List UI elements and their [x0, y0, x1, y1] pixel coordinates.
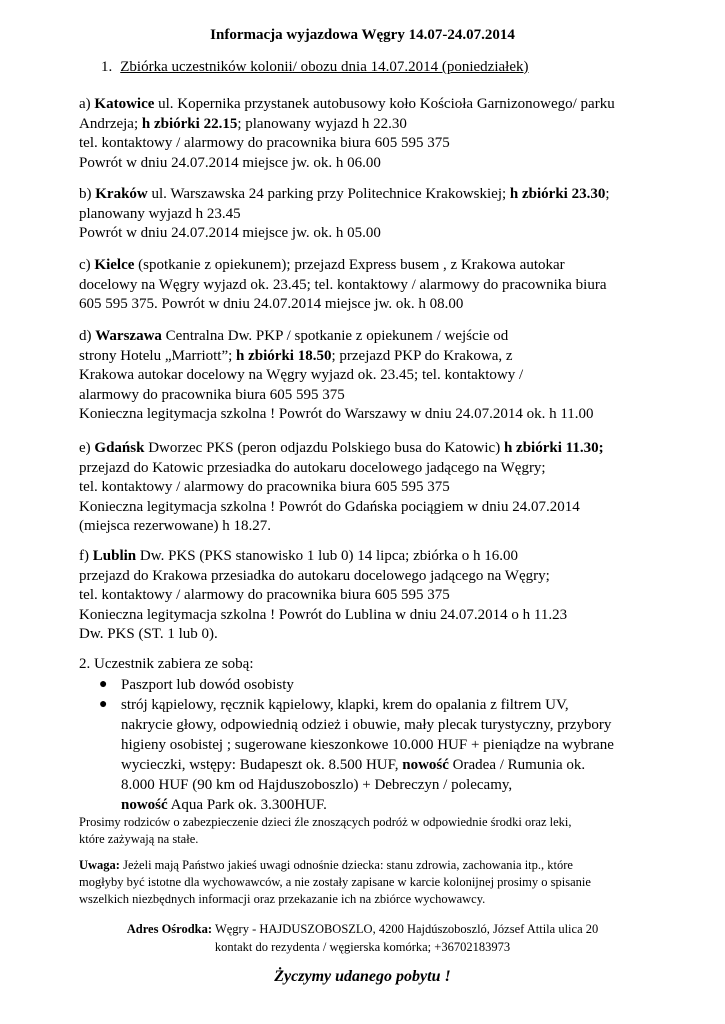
section-2-heading: 2. Uczestnik zabiera ze sobą: [79, 656, 254, 672]
item-letter: f) [79, 548, 93, 564]
location-gdansk [79, 439, 719, 537]
city-name: Katowice [94, 96, 155, 112]
meeting-place-cont: Andrzeja; [79, 115, 142, 132]
city-name: Kielce [94, 257, 135, 273]
note-text: które zażywają na stałe. [79, 832, 199, 846]
travel-line: ; przejazd PKP do Krakowa, z [331, 347, 513, 364]
meeting-time: h zbiórki 11.30; [503, 440, 604, 456]
list-item-text: Paszport lub dowód osobisty [121, 677, 294, 693]
bullet-icon: ● [99, 677, 108, 692]
meeting-place: Dworzec PKS (peron odjazdu Polskiego busa do Katowic) [144, 440, 504, 456]
page-title: Informacja wyjazdowa Węgry 14.07-24.07.2014 [210, 27, 515, 43]
return-line-cont: (miejsca rezerwowane) h 18.27. [79, 518, 271, 534]
item-letter: b) [79, 186, 96, 202]
warning-text: Jeżeli mają Państwo jakieś uwagi odnośnie dziecka: stanu zdrowia, zachowania itp., które [119, 858, 573, 872]
meeting-place-cont: strony Hotelu „Marriott”; [79, 347, 237, 364]
meeting-place: (spotkanie z opiekunem); przejazd Express busem , z Krakowa autokar [134, 257, 565, 273]
list-item [79, 675, 719, 695]
contact-line: tel. kontaktowy / alarmowy do pracownika biura 605 595 375 [79, 479, 450, 495]
note-text: Prosimy rodziców o zabezpieczenie dzieci źle znoszących podróż w odpowiednie środki oraz leki, [79, 815, 572, 829]
warning-text: mogłyby być istotne dla wychowawców, a nie zostały zapisane w karcie kolonijnej prosimy o spisanie [79, 875, 591, 889]
meeting-time: h zbiórki 22.15 [141, 115, 238, 132]
packing-list [79, 675, 719, 815]
item-letter: e) [79, 440, 95, 456]
section-1-number: 1. [101, 59, 113, 75]
address-label: Adres Ośrodka: [126, 922, 213, 936]
meeting-time: h zbiórki 18.50 [236, 347, 332, 364]
city-name: Lublin [92, 548, 137, 564]
location-katowice [79, 95, 719, 173]
new-highlight: nowość [121, 797, 168, 813]
return-line: Konieczna legitymacja szkolna ! Powrót do Lublina w dniu 24.07.2014 o h 11.23 [79, 606, 568, 623]
contact-line: tel. kontaktowy / alarmowy do pracownika biura 605 595 375 [79, 135, 450, 151]
travel-line-cont: Krakowa autokar docelowy na Węgry wyjazd ok. 23.45; tel. kontaktowy / [79, 367, 524, 383]
location-lublin [79, 547, 719, 645]
city-name: Warszawa [95, 328, 162, 344]
list-item-text: 8.000 HUF (90 km od Hajduszoboszlo) + Debreczyn / polecamy, [121, 777, 513, 793]
city-name: Gdańsk [94, 440, 145, 456]
meeting-place: Dw. PKS (PKS stanowisko 1 lub 0) 14 lipca; zbiórka o h 16.00 [136, 548, 519, 564]
travel-line: przejazd do Katowic przesiadka do autokaru docelowego jadącego na Węgry; [79, 459, 546, 476]
list-item-text: strój kąpielowy, ręcznik kąpielowy, klapki, krem do opalania z filtrem UV, [121, 697, 569, 713]
closing-wish: Życzymy udanego pobytu ! [274, 968, 451, 985]
meeting-place: ul. Warszawska 24 parking przy Politechnice Krakowskiej; [147, 186, 510, 202]
location-kielce [79, 256, 719, 315]
warning-note [79, 857, 699, 908]
city-name: Kraków [95, 186, 148, 202]
list-item [79, 695, 719, 815]
departure-time: ; planowany wyjazd h 22.30 [237, 115, 407, 132]
departure-time: planowany wyjazd h 23.45 [79, 205, 241, 222]
list-item-text: wycieczki, wstępy: Budapeszt ok. 8.500 HUF, [121, 757, 403, 773]
resort-address [0, 920, 725, 956]
warning-label: Uwaga: [79, 858, 120, 872]
list-item-text: Aqua Park ok. 3.300HUF. [167, 797, 327, 813]
item-letter: c) [79, 257, 95, 273]
list-item-text: Oradea / Rumunia ok. [448, 757, 586, 773]
meeting-time: h zbiórki 23.30 [509, 186, 606, 202]
punctuation: ; [605, 186, 610, 202]
bullet-icon: ● [99, 697, 108, 712]
return-line: Konieczna legitymacja szkolna ! Powrót do Gdańska pociągiem w dniu 24.07.2014 [79, 498, 580, 515]
return-line-cont: Dw. PKS (ST. 1 lub 0). [79, 626, 218, 642]
address-text: Węgry - HAJDUSZOBOSZLO, 4200 Hajdúszoboszló, József Attila ulica 20 [212, 922, 599, 936]
contact-line: alarmowy do pracownika biura 605 595 375 [79, 386, 345, 403]
list-item-text: nakrycie głowy, odpowiednią odzież i obuwie, mały plecak turystyczny, przybory [121, 717, 612, 733]
travel-line: docelowy na Węgry wyjazd ok. 23.45; tel. kontaktowy / alarmowy do pracownika biura [79, 276, 607, 293]
new-highlight: nowość [402, 757, 449, 773]
travel-line: przejazd do Krakowa przesiadka do autokaru docelowego jadącego na Węgry; [79, 567, 550, 584]
section-1-heading [101, 58, 529, 76]
return-line: 605 595 375. Powrót w dniu 24.07.2014 miejsce jw. ok. h 08.00 [79, 296, 464, 312]
location-warszawa [79, 327, 719, 425]
location-krakow [79, 185, 719, 244]
warning-text: wszelkich niezbędnych informacji oraz przekazanie ich na zbiórce wychowawcy. [79, 892, 486, 906]
item-letter: d) [79, 328, 96, 344]
item-letter: a) [79, 96, 95, 112]
list-item-text: higieny osobistej ; sugerowane kieszonkowe 10.000 HUF + pieniądze na wybrane [121, 737, 614, 753]
return-line: Powrót w dniu 24.07.2014 miejsce jw. ok. h 06.00 [79, 154, 381, 171]
return-line: Konieczna legitymacja szkolna ! Powrót do Warszawy w dniu 24.07.2014 ok. h 11.00 [79, 406, 594, 422]
meeting-place: Centralna Dw. PKP / spotkanie z opiekunem / wejście od [161, 328, 509, 344]
meeting-place: ul. Kopernika przystanek autobusowy koło Kościoła Garnizonowego/ parku [154, 96, 615, 112]
return-line: Powrót w dniu 24.07.2014 miejsce jw. ok. h 05.00 [79, 225, 381, 241]
resident-contact: kontakt do rezydenta / węgierska komórka; +36702183973 [214, 940, 511, 954]
contact-line: tel. kontaktowy / alarmowy do pracownika biura 605 595 375 [79, 587, 450, 603]
parents-note [79, 814, 699, 848]
section-1-label: Zbiórka uczestników kolonii/ obozu dnia 14.07.2014 (poniedziałek) [120, 59, 529, 75]
